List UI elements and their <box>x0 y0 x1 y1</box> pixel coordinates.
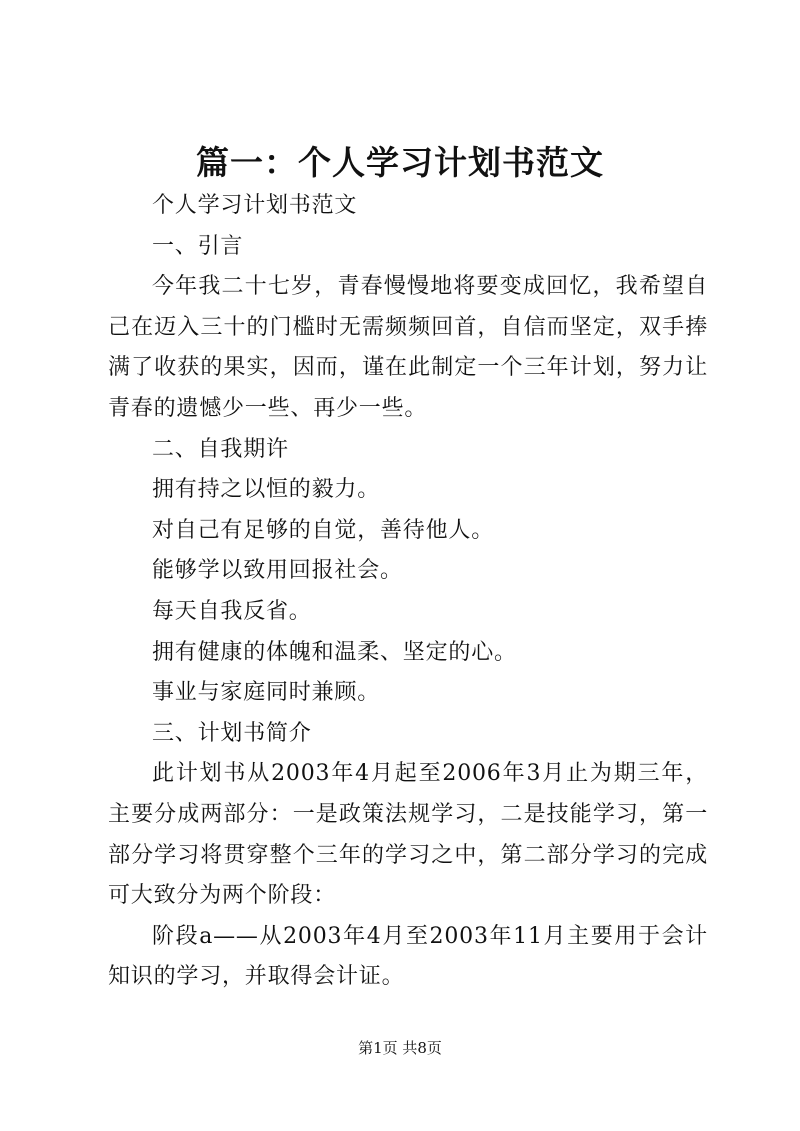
paragraph-expectation-4: 每天自我反省。 <box>152 598 312 624</box>
paragraph-stage-a: 阶段a——从2003年4月至2003年11月主要用于会计知识的学习，并取得会计证。 <box>108 923 708 990</box>
paragraph-expectation-5: 拥有健康的体魄和温柔、坚定的心。 <box>152 639 517 665</box>
paragraph-expectation-1: 拥有持之以恒的毅力。 <box>152 477 381 503</box>
paragraph-expectation-3: 能够学以致用回报社会。 <box>152 558 403 584</box>
section-heading-plan-summary: 三、计划书简介 <box>152 720 312 746</box>
paragraph-plan-summary: 此计划书从2003年4月起至2006年3月止为期三年，主要分成两部分：一是政策法规学习，二是技能学习，第一部分学习将贯穿整个三年的学习之中，第二部分学习的完成可大致分为两个阶段： <box>108 761 708 909</box>
section-heading-introduction: 一、引言 <box>152 233 244 259</box>
paragraph-introduction: 今年我二十七岁，青春慢慢地将要变成回忆，我希望自己在迈入三十的门槛时无需频频回首，自信而坚定，双手捧满了收获的果实，因而，谨在此制定一个三年计划，努力让青春的遗憾少一些、再少一些。 <box>108 274 708 421</box>
document-title: 篇一：个人学习计划书范文 <box>196 143 604 182</box>
section-heading-self-expectation: 二、自我期许 <box>152 436 289 462</box>
paragraph-expectation-6: 事业与家庭同时兼顾。 <box>152 680 381 706</box>
page-footer: 第1页 共8页 <box>358 1039 442 1057</box>
document-body <box>108 186 708 998</box>
paragraph-subtitle: 个人学习计划书范文 <box>152 193 358 218</box>
paragraph-expectation-2: 对自己有足够的自觉，善待他人。 <box>152 517 495 543</box>
